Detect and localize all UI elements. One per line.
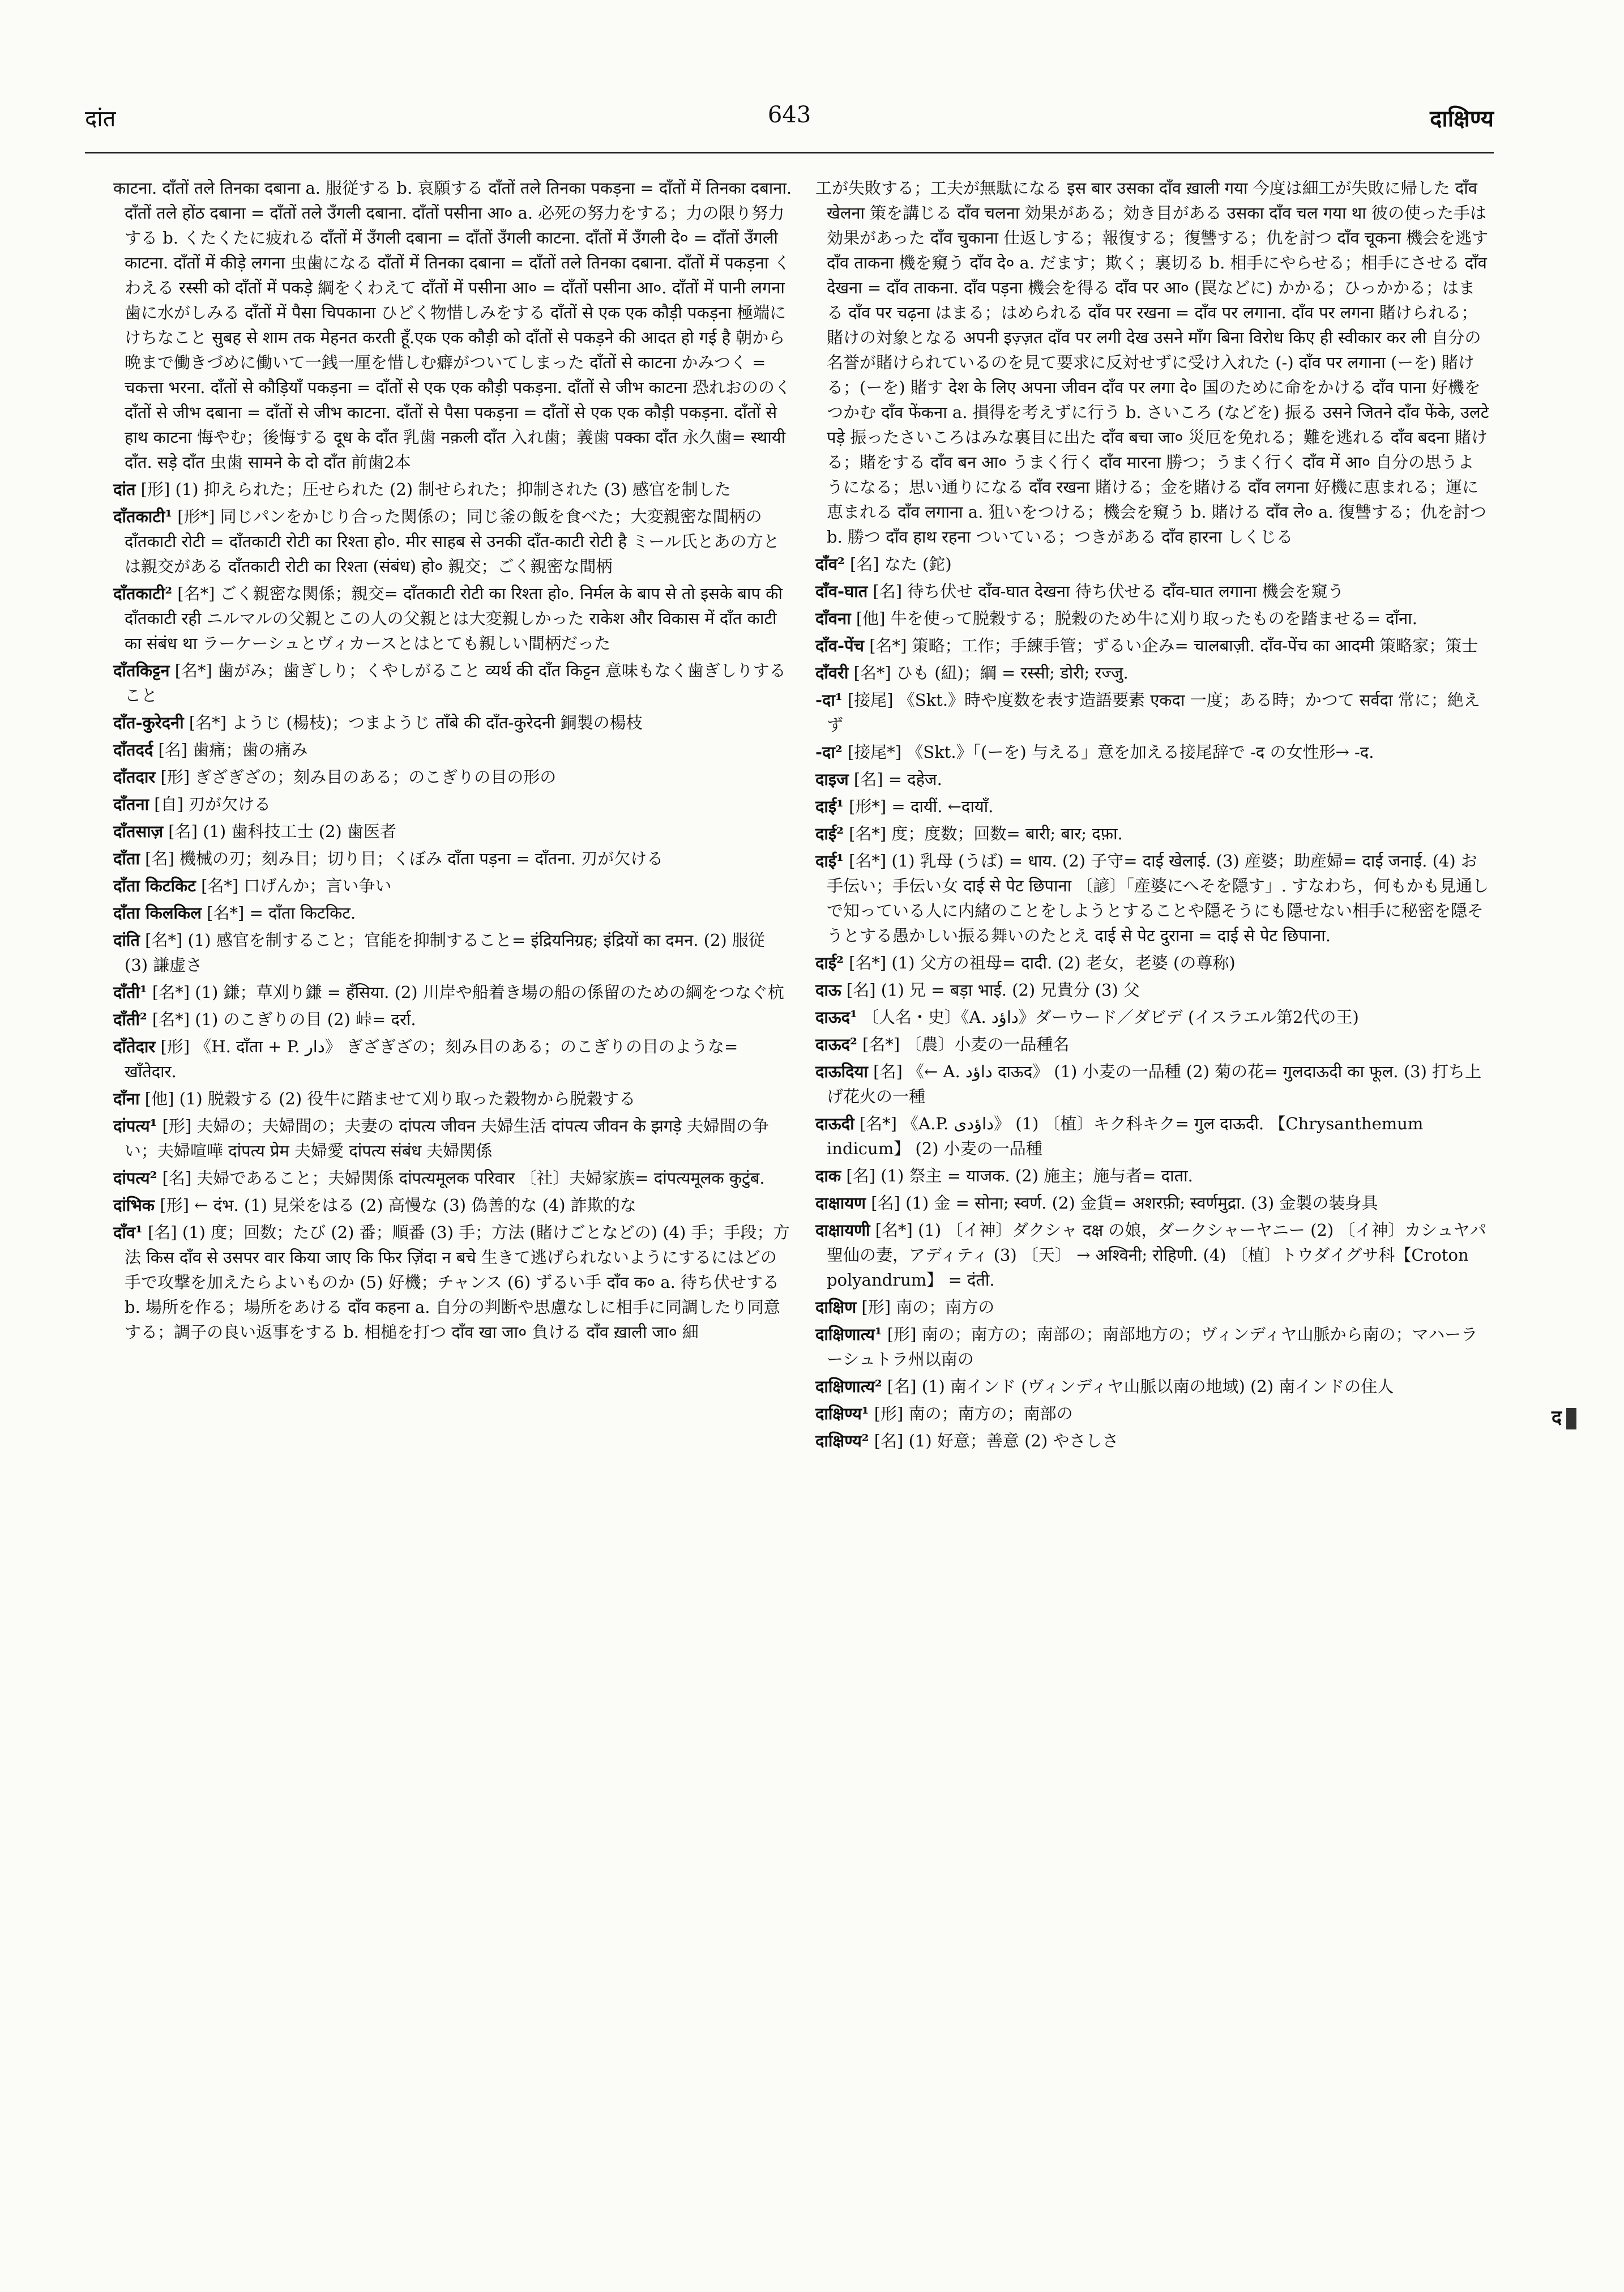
dictionary-entry: [113, 477, 793, 502]
entry-headword: -दा²: [815, 742, 843, 762]
entry-definition: [形] 南の；南方の；南部の: [874, 1404, 1073, 1423]
entry-headword: दाँता किलकिल: [113, 903, 202, 923]
dictionary-entry: [815, 1295, 1489, 1320]
thumb-index: [1552, 1403, 1576, 1429]
entry-headword: दाई¹: [815, 797, 844, 816]
entry-definition: [名*] ごく親密な関係；親交= दाँतकाटी रोटी का रिश्ता हो०. निर्मल के बाप से तो इसके बाप की दाँतकाटी रही ニルマルの父親とこの人の父親とは大変親しかった राकेश और विकास में दाँत काटी का संबंध था ラーケーシュとヴィカースとはとても親しい間柄だった: [125, 584, 783, 653]
entry-definition: [接尾] 《Skt.》時や度数を表す造語要素 एकदा 一度；ある時；かつて सर्वदा 常に；絶えず: [827, 690, 1480, 735]
entry-definition: काटना. दाँतों तले तिनका दबाना a. 服従する b. 哀願する दाँतों तले तिनका पकड़ना = दाँतों में तिनका दबाना. दाँतों तले होंठ दबाना = दाँतों तले उँगली दबाना. दाँतों पसीना आ० a. 必死の努力をする；力の限り努力する b. くたくたに疲れる दाँतों में उँगली दबाना = दाँतों उँगली काटना. दाँतों में उँगली दे० = दाँतों उँगली काटना. दाँतों में कीड़े लगना 虫歯になる दाँतों में तिनका दबाना = दाँतों तले तिनका दबाना. दाँतों में पकड़ना くわえる रस्सी को दाँतों में पकड़े 綱をくわえて दाँतों में पसीना आ० = दाँतों पसीना आ०. दाँतों में पानी लगना 歯に水がしみる दाँतों में पैसा चिपकाना ひどく物惜しみをする दाँतों से एक एक कौड़ी पकड़ना 極端にけちなこと सुबह से शाम तक मेहनत करती हूँ.एक एक कौड़ी को दाँतों से पकड़ने की आदत हो गई है 朝から晩まで働きづめに働いて一銭一厘を惜しむ癖がついてしまった दाँतों से काटना かみつく = चकत्ता भरना. दाँतों से कौड़ियाँ पकड़ना = दाँतों से एक एक कौड़ी पकड़ना. दाँतों से जीभ काटना 恐れおののく दाँतों से जीभ दबाना = दाँतों से जीभ काटना. दाँतों से पैसा पकड़ना = दाँतों से एक एक कौड़ी पकड़ना. दाँतों से हाथ काटना 悔やむ；後悔する दूध के दाँत 乳歯 नक़ली दाँत 入れ歯；義歯 पक्का दाँत 永久歯= स्थायी दाँत. सड़े दाँत 虫歯 सामने के दो दाँत 前歯2本: [113, 178, 792, 472]
entry-definition: [形] 夫婦の；夫婦間の；夫妻の दांपत्य जीवन 夫婦生活 दांपत्य जीवन के झगड़े 夫婦間の争い；夫婦喧嘩 दांपत्य प्रेम 夫婦愛 दांपत्य संबंध 夫婦関係: [125, 1116, 769, 1160]
entry-definition: [名] (1) 南インド (ヴィンディヤ山脈以南の地域) (2) 南インドの住人: [887, 1377, 1394, 1396]
dictionary-entry: [113, 737, 793, 762]
entry-headword: दाँतना: [113, 795, 149, 814]
entry-headword: दांभिक: [113, 1196, 155, 1215]
entry-definition: [名*] (1) 鎌；草刈り鎌 = हँसिया. (2) 川岸や船着き場の船の係留のための綱をつなぐ杭: [152, 983, 784, 1002]
entry-headword: दाइज: [815, 770, 849, 789]
entry-headword: दाक्षायणी: [815, 1220, 870, 1240]
entry-headword: दाँव²: [815, 554, 845, 574]
entry-headword: दाँतकाटी²: [113, 584, 173, 603]
dictionary-entry: [113, 176, 793, 475]
entry-definition: [名*] 〔農〕小麦の一品種名: [862, 1035, 1070, 1054]
dictionary-entry: [113, 819, 793, 844]
dictionary-entry: [815, 176, 1489, 549]
dictionary-entry: [815, 1163, 1489, 1188]
entry-definition: [名*] 《A.P. داؤدی》 (1) 〔植〕キク科キク= गुल दाऊदी. 【Chrysanthemum indicum】 (2) 小麦の一品種: [827, 1114, 1424, 1158]
header-left-guideword: दांत: [85, 106, 116, 132]
entry-definition: [名*] (1) 父方の祖母= दादी. (2) 老女，老婆 (の尊称): [849, 953, 1236, 972]
entry-definition: [形] 南の；南方の: [861, 1297, 995, 1317]
entry-headword: दाँत-कुरेदनी: [113, 713, 184, 732]
page-number: 643: [767, 102, 811, 128]
entry-definition: [名*] ようじ (楊枝)；つまようじ ताँबे की दाँत-कुरेदनी 銅製の楊枝: [189, 713, 643, 732]
entry-definition: [名*] 度；度数；回数= बारी; बार; दफ़ा.: [849, 824, 1123, 843]
entry-headword: दाऊदी: [815, 1114, 854, 1133]
dictionary-entry: [113, 1220, 793, 1345]
header-rule: [85, 152, 1494, 153]
entry-headword: दाँवना: [815, 609, 851, 628]
entry-definition: [自] 刃が欠ける: [154, 795, 271, 814]
dictionary-entry: [815, 821, 1489, 846]
dictionary-entry: [815, 606, 1489, 631]
dictionary-entry: [113, 581, 793, 656]
thumb-index-bar: [1566, 1408, 1576, 1429]
dictionary-entry: [113, 504, 793, 579]
entry-headword: दांपत्य²: [113, 1168, 157, 1188]
entry-headword: दाक्षिण्य¹: [815, 1404, 869, 1423]
entry-definition: [形] ← दंभ. (1) 見栄をはる (2) 高慢な (3) 偽善的な (4) 詐欺的な: [160, 1196, 636, 1215]
dictionary-entry: [113, 1086, 793, 1111]
entry-definition: 〔人名・史〕《A. داؤد》ダーウード／ダビデ (イスラエル第2代の王): [862, 1008, 1359, 1027]
entry-definition: [名] (1) 歯科技工士 (2) 歯医者: [168, 822, 396, 841]
entry-definition: [名*] 策略；工作；手練手管；ずるい企み= चालबाज़ी. दाँव-पेंच का आदमी 策略家；策士: [869, 636, 1478, 655]
entry-definition: [名] = दहेज.: [853, 770, 942, 789]
dictionary-entry: [113, 980, 793, 1005]
entry-definition: [形] (1) 抑えられた；圧せられた (2) 制せられた；抑制された (3) 感官を制した: [140, 480, 731, 499]
entry-headword: -दा¹: [815, 690, 843, 710]
dictionary-entry: [815, 978, 1489, 1002]
dictionary-entry: [113, 1007, 793, 1032]
entry-headword: दाऊद²: [815, 1035, 857, 1054]
dictionary-entry: [113, 1034, 793, 1084]
dictionary-entry: [113, 1193, 793, 1218]
entry-headword: दाँव-पेंच: [815, 636, 864, 655]
dictionary-entry: [815, 950, 1489, 975]
entry-headword: दांति: [113, 931, 140, 950]
entry-headword: दाँतकिट्टन: [113, 661, 170, 680]
dictionary-entry: [815, 1428, 1489, 1453]
entry-headword: दांपत्य¹: [113, 1116, 157, 1136]
entry-headword: दाक्षिण: [815, 1297, 857, 1317]
entry-headword: दाऊद¹: [815, 1008, 857, 1027]
entry-definition: [名] (1) 好意；善意 (2) やさしさ: [874, 1431, 1119, 1450]
dictionary-entry: [815, 1322, 1489, 1372]
entry-definition: [名] 機械の刃；刻み目；切り目；くぼみ दाँता पड़ना = दाँतना. 刃が欠ける: [145, 849, 664, 868]
entry-definition: [形] ぎざぎざの；刻み目のある；のこぎりの目の形の: [160, 767, 557, 787]
dictionary-entry: [815, 1032, 1489, 1057]
dictionary-entry: [113, 1166, 793, 1190]
dictionary-entry: [113, 1113, 793, 1163]
dictionary-entry: [113, 873, 793, 898]
header-right-guideword: दाक्षिण्य: [1430, 105, 1494, 132]
entry-definition: [名] なた (鉈): [849, 554, 952, 574]
entry-headword: दाँतसाज़: [113, 822, 164, 841]
right-column: [815, 176, 1489, 1456]
entry-definition: [名] 歯痛；歯の痛み: [158, 740, 308, 759]
entry-headword: दांत: [113, 480, 136, 499]
dictionary-entry: [815, 1111, 1489, 1161]
entry-headword: दाई²: [815, 953, 844, 972]
entry-headword: दाँती²: [113, 1010, 147, 1029]
entry-headword: दाई¹: [815, 851, 844, 870]
entry-headword: दाँता: [113, 849, 140, 868]
left-column: [113, 176, 793, 1347]
entry-definition: [他] 牛を使って脱穀する；脱穀のため牛に刈り取ったものを踏ませる= दाँना.: [856, 609, 1417, 628]
entry-headword: दाई²: [815, 824, 844, 843]
entry-definition: [形] 南の；南方の；南部の；南部地方の；ヴィンディヤ山脈から南の；マハーラーシュトラ州以南の: [827, 1325, 1478, 1369]
entry-headword: दाँव-घात: [815, 582, 868, 601]
page-header: [85, 102, 1494, 147]
dictionary-entry: [113, 658, 793, 708]
entry-headword: दाक्षायण: [815, 1193, 866, 1213]
entry-headword: दाँतेदार: [113, 1037, 156, 1056]
entry-definition: [名*] ひも (紐)；綱 = रस्सी; डोरी; रज्जु.: [853, 663, 1129, 682]
entry-definition: [形*] = दायीं. ←दायाँ.: [849, 797, 994, 816]
entry-definition: [名] (1) 兄 = बड़ा भाई. (2) 兄貴分 (3) 父: [846, 980, 1140, 1000]
entry-definition: [名] (1) 度；回数；たび (2) 番；順番 (3) 手；方法 (賭けごとなどの) (4) 手；手段；方法 किस दाँव से उसपर वार किया जाए कि फिर ज़िंदा न बचे 生きて逃げられないようにするにはどの手で攻撃を加えたらよいものか (5) 好機；チャンス (6) ずるい手 दाँव क० a. 待ち伏せする b. 場所を作る；場所をあける दाँव कहना a. 自分の判断や思慮なしに相手に同調したり同意する；調子の良い返事をする b. 相槌を打つ दाँव खा जा० 負ける दाँव ख़ाली जा० 細: [125, 1223, 790, 1342]
dictionary-entry: [815, 794, 1489, 819]
entry-headword: दाँती¹: [113, 983, 147, 1002]
entry-headword: दाँव¹: [113, 1223, 143, 1242]
entry-definition: [名*] 歯がみ；歯ぎしり；くやしがること व्यर्थ की दाँत किट्टन 意味もなく歯ぎしりすること: [125, 661, 786, 705]
entry-definition: [名*] (1) 乳母 (うば) = धाय. (2) 子守= दाई खेलाई. (3) 産婆；助産婦= दाई जनाई. (4) お手伝い；手伝い女 दाई से पेट छिपाना 〔諺〕「産婆にへそを隠す」. すなわち，何もかも見通しで知っている人に内緒のことをしようとすることや隠そうにも隠せない相手に秘密を隠そうとする愚かしい振る舞いのたとえ दाई से पेट दुराना = दाई से पेट छिपाना.: [827, 851, 1489, 945]
dictionary-entry: [815, 688, 1489, 737]
entry-definition: [名] (1) 金 = सोना; स्वर्ण. (2) 金貨= अशरफ़ी; स्वर्णमुद्रा. (3) 金製の装身具: [871, 1193, 1378, 1213]
entry-headword: दाँतकाटी¹: [113, 507, 173, 526]
dictionary-entry: [815, 740, 1489, 765]
dictionary-entry: [815, 1218, 1489, 1292]
dictionary-entry: [815, 660, 1489, 685]
dictionary-entry: [815, 633, 1489, 658]
entry-definition: [名*] (1) 感官を制すること；官能を抑制すること= इंद्रियनिग्रह; इंद्रियों का दमन. (2) 服従 (3) 謙虚さ: [125, 931, 765, 975]
entry-definition: [名*] (1) のこぎりの目 (2) 峠= दर्रा.: [152, 1010, 416, 1029]
dictionary-entry: [113, 765, 793, 789]
dictionary-entry: [815, 848, 1489, 948]
dictionary-entry: [113, 900, 793, 925]
entry-definition: [名*] 口げんか；言い争い: [201, 876, 392, 895]
dictionary-entry: [815, 579, 1489, 604]
entry-definition: [他] (1) 脱穀する (2) 役牛に踏ませて刈り取った穀物から脱穀する: [144, 1089, 636, 1108]
entry-headword: दाक्षिण्य²: [815, 1431, 869, 1450]
dictionary-entry: [113, 846, 793, 871]
entry-headword: दाँना: [113, 1089, 140, 1108]
entry-headword: दाँता किटकिट: [113, 876, 196, 895]
entry-definition: [名*] = दाँता किटकिट.: [207, 903, 356, 923]
entry-definition: [名*] (1) 〔イ神〕ダクシャ दक्ष の娘，ダークシャーヤニー (2) 〔イ神〕カシュヤパ聖仙の妻，アディティ (3) 〔天〕 → अश्विनी; रोहिणी. (4) 〔植〕トウダイグサ科【Croton polyandrum】 = दंती.: [827, 1220, 1486, 1290]
entry-definition: [名] 《← A. داؤد दाऊद》 (1) 小麦の一品種 (2) 菊の花= गुलदाऊदी का फूल. (3) 打ち上げ花火の一種: [827, 1062, 1482, 1106]
dictionary-entry: [815, 1190, 1489, 1215]
entry-headword: दाऊदिया: [815, 1062, 868, 1081]
dictionary-entry: [815, 552, 1489, 577]
entry-definition: [名] 夫婦であること；夫婦関係 दांपत्यमूलक परिवार 〔社〕夫婦家族= दांपत्यमूलक कुटुंब.: [162, 1168, 765, 1188]
entry-definition: [接尾*] 《Skt.》「(ーを) 与える」意を加える接尾辞で -द の女性形→ -द.: [847, 742, 1374, 762]
dictionary-entry: [815, 1374, 1489, 1399]
dictionary-entry: [113, 710, 793, 735]
entry-definition: [名] (1) 祭主 = याजक. (2) 施主；施与者= दाता.: [846, 1166, 1193, 1185]
entry-definition: [形*] 同じパンをかじり合った関係の；同じ釜の飯を食べた；大変親密な間柄の दाँतकाटी रोटी = दाँतकाटी रोटी का रिश्ता हो०. मीर साहब से उनकी दाँत-काटी रोटी है ミール氏とあの方とは親交がある दाँतकाटी रोटी का रिश्ता (संबंध) हो० 親交；ごく親密な間柄: [125, 507, 780, 576]
entry-definition: 工が失敗する；工夫が無駄になる इस बार उसका दाँव ख़ाली गया 今度は細工が失敗に帰した दाँव खेलना 策を講じる दाँव चलना 効果がある；効き目がある उसका दाँव चल गया था 彼の使った手は効果があった दाँव चुकाना 仕返しする；報復する；復讐する；仇を討つ दाँव चूकना 機会を逃す दाँव ताकना 機を窺う दाँव दे० a. だます；欺く；裏切る b. 相手にやらせる；相手にさせる दाँव देखना = दाँव ताकना. दाँव पड़ना 機会を得る दाँव पर आ० (罠などに) かかる；ひっかかる；はまる दाँव पर चढ़ना はまる；はめられる दाँव पर रखना = दाँव पर लगाना. दाँव पर लगना 賭けられる；賭けの対象となる अपनी इज़्ज़त दाँव पर लगी देख उसने माँग बिना विरोध किए ही स्वीकार कर ली 自分の名誉が賭けられているのを見て要求に反対せずに受け入れた (-) दाँव पर लगाना (ーを) 賭ける；(ーを) 賭す देश के लिए अपना जीवन दाँव पर लगा दे० 国のために命をかける दाँव पाना 好機をつかむ दाँव फेंकना a. 損得を考えずに行う b. さいころ (などを) 振る उसने जितने दाँव फेंके, उलटे पड़े 振ったさいころはみな裏目に出た दाँव बचा जा० 災厄を免れる；難を逃れる दाँव बदना 賭ける；賭をする दाँव बन आ० うまく行く दाँव मारना 勝つ；うまく行く दाँव में आ० 自分の思うようになる；思い通りになる दाँव रखना 賭ける；金を賭ける दाँव लगना 好機に恵まれる；運に恵まれる दाँव लगाना a. 狙いをつける；機会を窺う b. 賭ける दाँव ले० a. 復讐する；仇を討つ b. 勝つ दाँव हाथ रहना ついている；つきがある दाँव हारना しくじる: [815, 178, 1489, 547]
entry-headword: दाँतदार: [113, 767, 156, 787]
dictionary-entry: [815, 1005, 1489, 1030]
entry-definition: [名] 待ち伏せ दाँव-घात देखना 待ち伏せる दाँव-घात लगाना 機会を窺う: [873, 582, 1344, 601]
entry-headword: दाँवरी: [815, 663, 849, 682]
entry-headword: दाऊ: [815, 980, 841, 1000]
thumb-index-letter: द: [1552, 1406, 1562, 1429]
entry-headword: दाक्षिणात्य¹: [815, 1325, 882, 1344]
entry-headword: दाक: [815, 1166, 841, 1185]
dictionary-entry: [815, 1059, 1489, 1109]
dictionary-entry: [113, 792, 793, 817]
dictionary-entry: [113, 928, 793, 978]
dictionary-entry: [815, 767, 1489, 792]
entry-headword: दाँतदर्द: [113, 740, 153, 759]
entry-definition: [形] 《H. दाँता + P. دار》 ぎざぎざの；刻み目のある；のこぎりの目のような= खाँतेदार.: [125, 1037, 738, 1081]
dictionary-entry: [815, 1401, 1489, 1426]
entry-headword: दाक्षिणात्य²: [815, 1377, 882, 1396]
